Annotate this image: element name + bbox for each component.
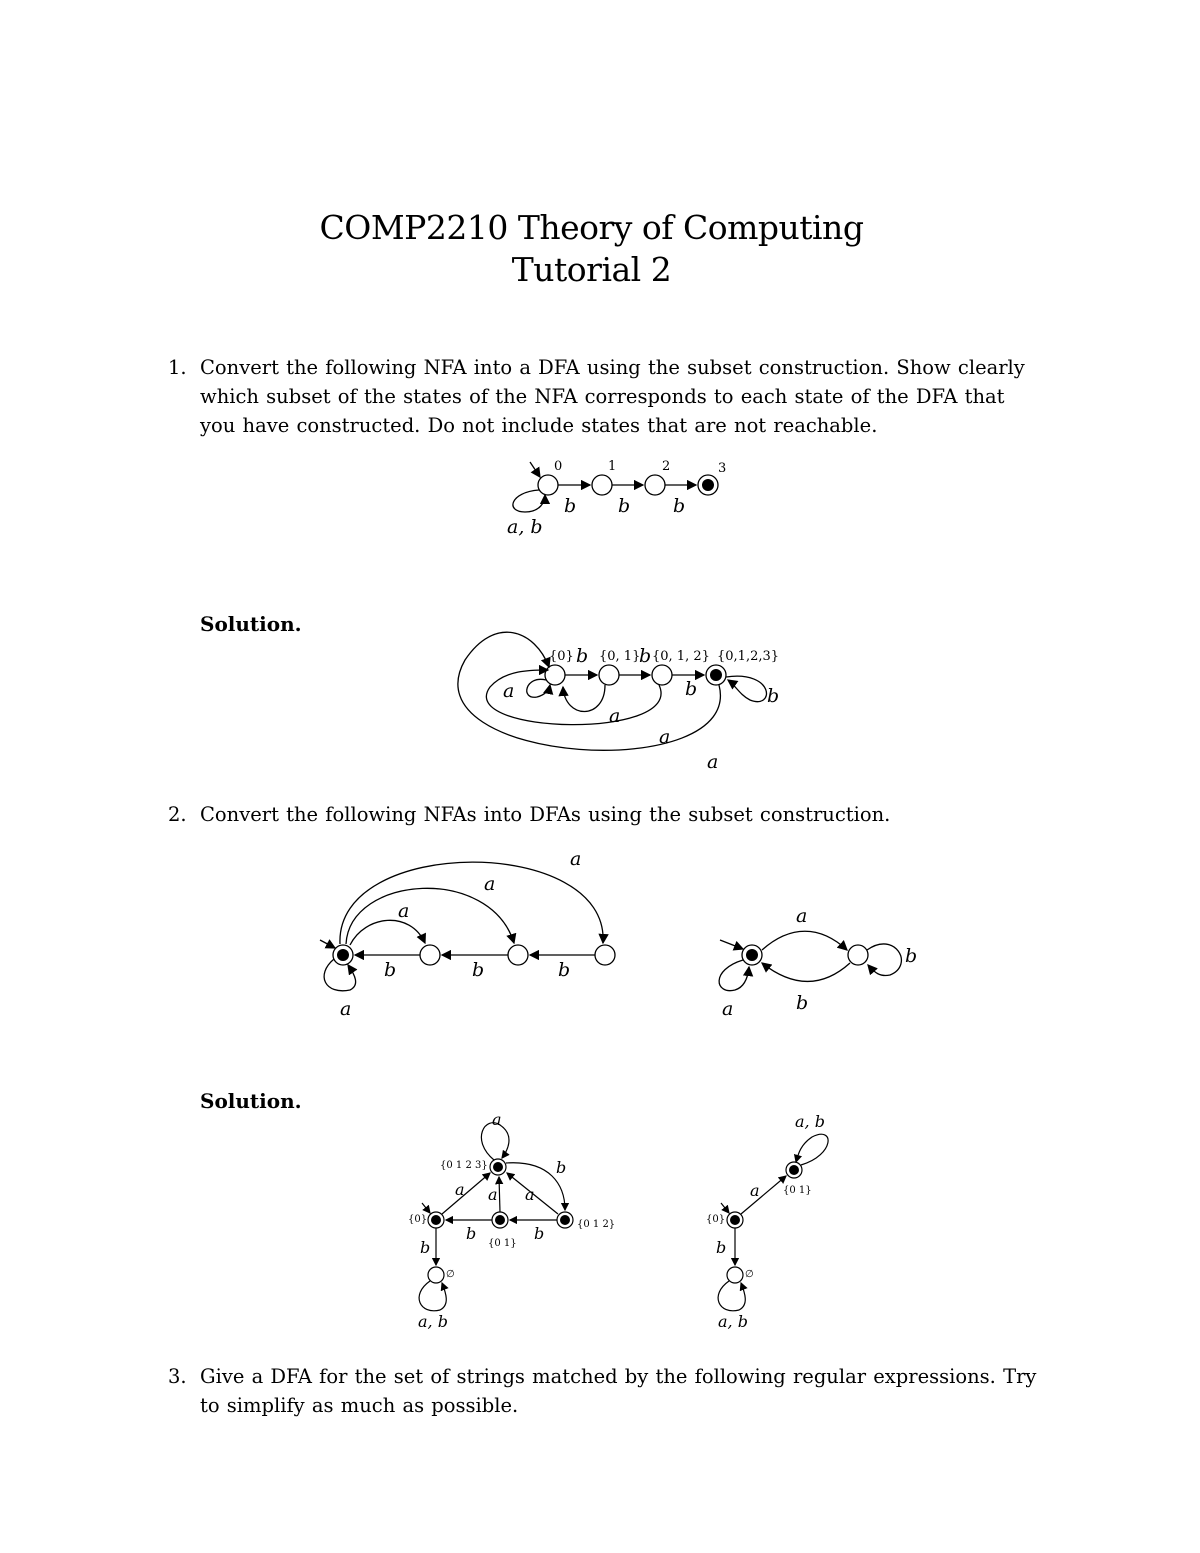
question-1-number: 1. bbox=[168, 356, 187, 379]
dfa-state-01 bbox=[599, 665, 619, 685]
dfa-state-0 bbox=[545, 665, 565, 685]
dfa3-label: a, b bbox=[795, 1112, 825, 1131]
dfa2-label: a bbox=[488, 1185, 498, 1204]
nfa2-state-3 bbox=[595, 945, 615, 965]
dfa2-state-label: {0 1 2} bbox=[577, 1219, 616, 1230]
dfa-edge-label: b bbox=[576, 645, 589, 667]
dfa2-state-empty bbox=[428, 1267, 444, 1283]
nfa2-edge-label: b bbox=[558, 959, 571, 981]
nfa2-edge-label: b bbox=[472, 959, 485, 981]
dfa2-state-label: {0 1} bbox=[488, 1238, 517, 1249]
dfa3-state-empty bbox=[727, 1267, 743, 1283]
question-2-text: Convert the following NFAs into DFAs using the subset construction. bbox=[200, 803, 891, 826]
dfa-edge-label: b bbox=[685, 678, 698, 700]
dfa-back-label: a bbox=[659, 726, 671, 748]
dfa3-label: b bbox=[716, 1238, 727, 1257]
nfa-state-2-label: 2 bbox=[662, 459, 671, 474]
dfa2-label: a, b bbox=[418, 1312, 448, 1331]
dfa3-label: a, b bbox=[718, 1312, 748, 1331]
q1-solution-label: Solution. bbox=[200, 612, 302, 636]
q2-nfa-left-diagram bbox=[310, 845, 630, 1025]
question-1-text: Convert the following NFA into a DFA using the subset construction. Show clearly which subset of the states of the NFA corresponds to each state of the DFA that you have constructed. Do not include states that are not reachable. bbox=[200, 356, 1025, 437]
dfa-edge-label: b bbox=[639, 645, 652, 667]
page-title: COMP2210 Theory of Computing bbox=[319, 208, 864, 247]
dfa-state-012 bbox=[652, 665, 672, 685]
dfa2-label: a bbox=[455, 1180, 465, 1199]
nfa-edge-label: b bbox=[673, 495, 686, 517]
dfa3-label: a bbox=[750, 1181, 760, 1200]
dfa2-label: b bbox=[534, 1224, 545, 1243]
nfa-loop-label: a, b bbox=[507, 516, 543, 538]
dfa2-label: b bbox=[556, 1158, 567, 1177]
nfa2-edge-label: b bbox=[384, 959, 397, 981]
q2-dfa-left-diagram bbox=[400, 1105, 620, 1335]
dfa-loop-label: b bbox=[767, 685, 780, 707]
nfa2-state-1 bbox=[420, 945, 440, 965]
nfa3-loop-right-label: b bbox=[905, 945, 918, 967]
nfa3-state-1 bbox=[848, 945, 868, 965]
dfa-state-label: {0,1,2,3} bbox=[717, 649, 780, 664]
dfa2-label: a bbox=[525, 1185, 535, 1204]
q2-nfa-right-diagram bbox=[700, 895, 930, 1025]
nfa2-loop-label: a bbox=[340, 998, 352, 1020]
dfa-state-label: {0, 1} bbox=[599, 649, 641, 664]
nfa3-bottom-label: b bbox=[796, 992, 809, 1014]
dfa2-label: b bbox=[466, 1224, 477, 1243]
dfa2-label: a bbox=[492, 1110, 502, 1129]
nfa2-arc-label: a bbox=[570, 848, 582, 870]
dfa3-state-label: {0 1} bbox=[783, 1185, 812, 1196]
nfa2-arc-label: a bbox=[484, 873, 496, 895]
page-subtitle: Tutorial 2 bbox=[511, 250, 672, 289]
dfa-state-label: {0, 1, 2} bbox=[652, 649, 710, 664]
nfa-state-0 bbox=[538, 475, 558, 495]
q2-solution-label: Solution. bbox=[200, 1089, 302, 1113]
nfa3-top-label: a bbox=[796, 905, 808, 927]
q1-dfa-diagram bbox=[445, 625, 795, 775]
nfa-state-2 bbox=[645, 475, 665, 495]
dfa2-state-label: {0} bbox=[408, 1214, 428, 1225]
nfa2-state-2 bbox=[508, 945, 528, 965]
q2-dfa-right-diagram bbox=[700, 1105, 850, 1335]
nfa-state-1 bbox=[592, 475, 612, 495]
nfa-edge-label: b bbox=[564, 495, 577, 517]
dfa2-state-label: {0 1 2 3} bbox=[440, 1160, 488, 1171]
dfa-back-label: a bbox=[707, 751, 719, 773]
question-3-text: Give a DFA for the set of strings matched by the following regular expressions. Try to simplify as much as possible. bbox=[200, 1365, 1037, 1417]
q1-nfa-diagram bbox=[490, 450, 740, 550]
nfa-edge-label: b bbox=[618, 495, 631, 517]
nfa-state-3-label: 3 bbox=[718, 461, 727, 476]
question-3-number: 3. bbox=[168, 1365, 187, 1388]
dfa3-state-label: {0} bbox=[706, 1214, 726, 1225]
dfa3-state-label: ∅ bbox=[745, 1269, 754, 1280]
nfa-state-0-label: 0 bbox=[554, 459, 563, 474]
dfa-state-label: {0} bbox=[549, 649, 574, 664]
nfa2-arc-label: a bbox=[398, 900, 410, 922]
dfa2-label: b bbox=[420, 1238, 431, 1257]
dfa-loop-label: a bbox=[503, 680, 515, 702]
question-2-number: 2. bbox=[168, 803, 187, 826]
nfa-state-1-label: 1 bbox=[608, 459, 617, 474]
nfa3-loop-left-label: a bbox=[722, 998, 734, 1020]
dfa-back-label: a bbox=[609, 705, 621, 727]
dfa2-state-label: ∅ bbox=[446, 1269, 455, 1280]
